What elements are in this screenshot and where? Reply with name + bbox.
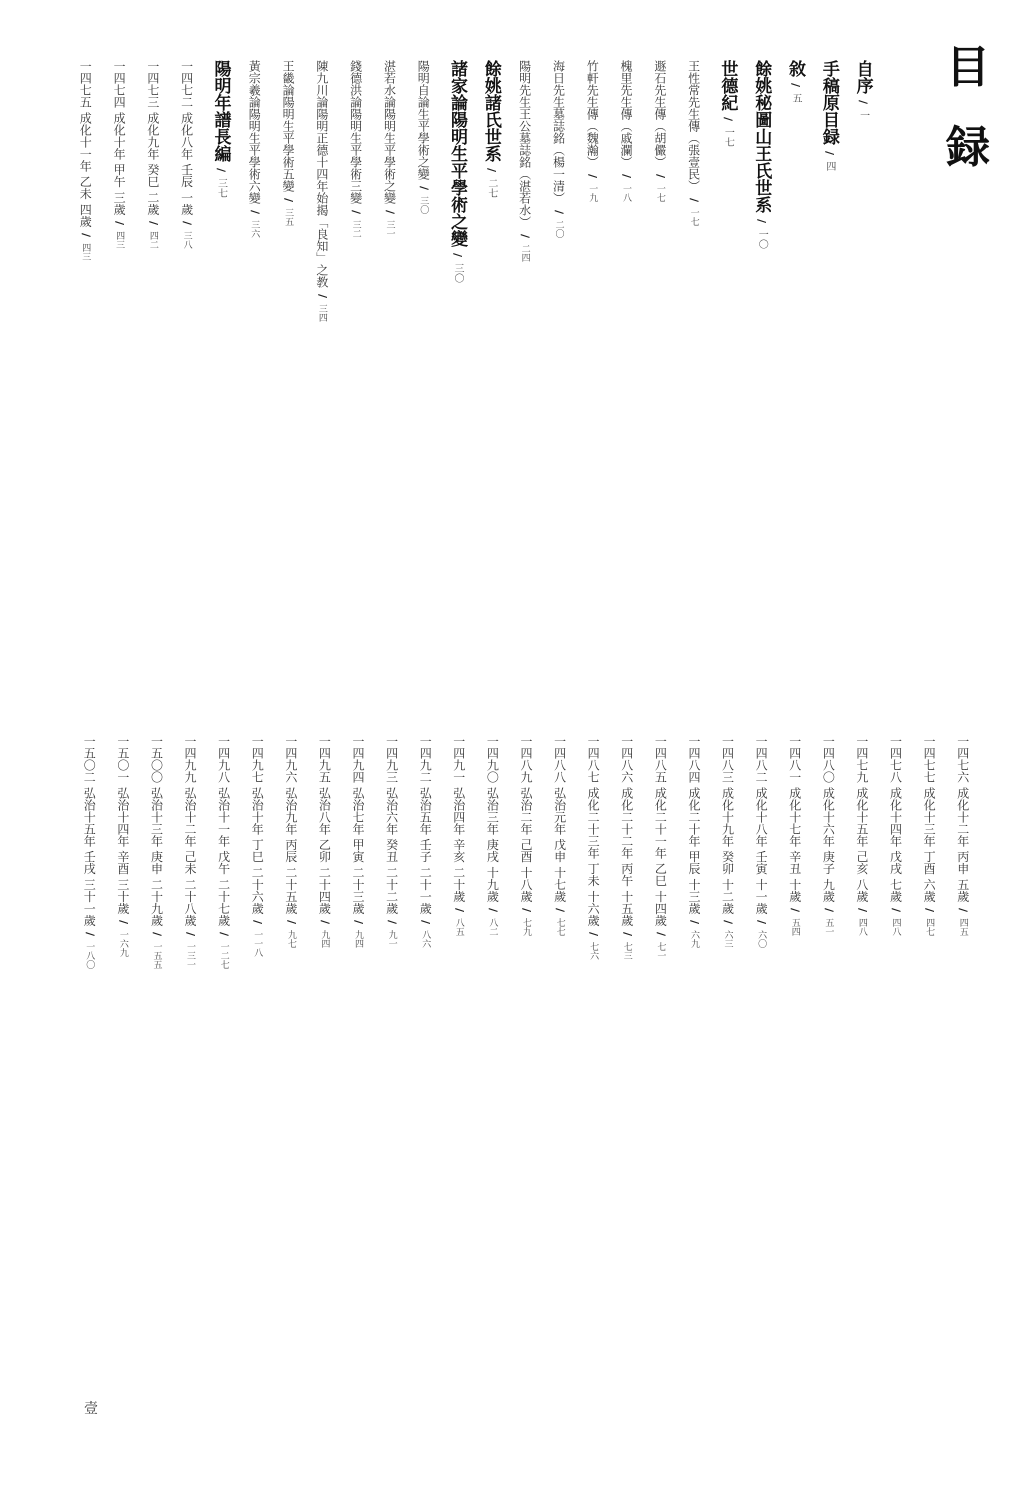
toc-entry-title: 王性常先生傳（張壹民） bbox=[686, 60, 701, 192]
toc-entry-title: 一四七七 成化十三年 丁酉 六歲 bbox=[922, 735, 937, 903]
toc-entry[interactable] bbox=[846, 60, 880, 420]
title-char-1: 目 bbox=[946, 42, 990, 93]
toc-entry-page: 七九 bbox=[520, 918, 531, 937]
toc-entry[interactable] bbox=[711, 60, 745, 420]
toc-entry-title: 一四七六 成化十二年 丙申 五歲 bbox=[955, 735, 970, 903]
toc-entry-title: 一四九六 弘治九年 丙辰 二十五歲 bbox=[283, 735, 298, 915]
toc-entry-page: 七六 bbox=[588, 942, 599, 961]
toc-entry-title: 一四八二 成化十八年 壬寅 十一歲 bbox=[754, 735, 769, 915]
toc-entry[interactable] bbox=[241, 735, 275, 1355]
toc-separator: / bbox=[385, 920, 399, 925]
toc-entry-title: 一五〇二 弘治十五年 壬戌 三十一歲 bbox=[82, 735, 97, 927]
toc-entry-title: 自序 bbox=[852, 60, 873, 94]
toc-entry-page: 九四 bbox=[353, 930, 364, 949]
toc-entry[interactable] bbox=[103, 60, 137, 420]
toc-entry-title: 一四八〇 成化十六年 庚子 九歲 bbox=[821, 735, 836, 903]
toc-entry-page: 四八 bbox=[856, 918, 867, 937]
toc-entry-page: 九一 bbox=[386, 930, 397, 949]
toc-entry-title: 一四九三 弘治六年 癸丑 二十二歲 bbox=[384, 735, 399, 915]
toc-entry[interactable] bbox=[305, 60, 339, 420]
toc-separator: / bbox=[83, 932, 97, 937]
toc-entry[interactable] bbox=[543, 735, 577, 1355]
toc-entry[interactable] bbox=[913, 735, 947, 1355]
toc-entry-page: 六〇 bbox=[756, 930, 767, 949]
toc-entry-page: 八二 bbox=[487, 918, 498, 937]
toc-entry[interactable] bbox=[174, 735, 208, 1355]
toc-entry-page: 三四 bbox=[316, 304, 327, 323]
toc-separator: / bbox=[318, 920, 332, 925]
toc-separator: / bbox=[214, 168, 228, 173]
toc-entry-page: 四 bbox=[823, 161, 835, 172]
toc-separator: / bbox=[789, 83, 803, 88]
toc-separator: / bbox=[519, 908, 533, 913]
toc-separator: / bbox=[116, 920, 130, 925]
toc-upper-block bbox=[69, 60, 880, 420]
toc-entry[interactable] bbox=[711, 735, 745, 1355]
toc-entry[interactable] bbox=[441, 60, 475, 420]
toc-entry-page: 一一八 bbox=[252, 930, 263, 958]
toc-entry[interactable] bbox=[443, 735, 477, 1355]
toc-entry-title: 一四七五 成化十一年 乙未 四歲 bbox=[78, 60, 93, 228]
toc-entry-page: 四八 bbox=[890, 918, 901, 937]
toc-entry-page: 三〇 bbox=[418, 196, 429, 215]
toc-separator: / bbox=[451, 253, 465, 258]
toc-entry-title: 一四八三 成化十九年 癸卯 十二歲 bbox=[720, 735, 735, 915]
toc-entry-page: 一九 bbox=[587, 184, 598, 203]
toc-entry[interactable] bbox=[542, 60, 576, 420]
toc-entry-page: 七一 bbox=[655, 942, 666, 961]
toc-entry-page: 一三一 bbox=[185, 942, 196, 970]
page-title bbox=[938, 28, 998, 188]
toc-entry-title: 槐里先生傳（戚瀾） bbox=[619, 60, 634, 168]
toc-entry-page: 一 bbox=[857, 110, 869, 121]
toc-separator: / bbox=[79, 233, 93, 238]
toc-separator: / bbox=[721, 920, 735, 925]
toc-entry[interactable] bbox=[308, 735, 342, 1355]
toc-entry[interactable] bbox=[879, 735, 913, 1355]
toc-entry-title: 海日先生墓誌銘（楊一清） bbox=[551, 60, 566, 204]
toc-separator: / bbox=[180, 221, 194, 226]
toc-entry-page: 一五五 bbox=[151, 942, 162, 970]
toc-entry-title: 一四八一 成化十七年 辛丑 十歲 bbox=[787, 735, 802, 903]
toc-separator: / bbox=[113, 221, 127, 226]
toc-entry-title: 錢德洪論陽明生平學術三變 bbox=[348, 60, 363, 204]
toc-entry-title: 一四九七 弘治十年 丁巳 二十六歲 bbox=[250, 735, 265, 915]
toc-entry-title: 遯石先生傳（胡儼） bbox=[652, 60, 667, 168]
toc-entry-title: 一四七四 成化十年 甲午 三歲 bbox=[112, 60, 127, 216]
toc-entry-page: 一二七 bbox=[218, 942, 229, 970]
toc-entry-title: 陽明年譜長編 bbox=[210, 60, 231, 162]
toc-entry[interactable] bbox=[577, 735, 611, 1355]
toc-separator: / bbox=[855, 908, 869, 913]
toc-entry-page: 三八 bbox=[181, 231, 192, 250]
toc-entry[interactable] bbox=[140, 735, 174, 1355]
toc-entry-page: 四三 bbox=[114, 231, 125, 250]
toc-separator: / bbox=[284, 920, 298, 925]
toc-entry[interactable] bbox=[339, 60, 373, 420]
toc-entry-title: 一四九五 弘治八年 乙卯 二十四歲 bbox=[317, 735, 332, 915]
toc-entry-page: 四三 bbox=[80, 243, 91, 262]
toc-entry[interactable] bbox=[373, 60, 407, 420]
toc-entry[interactable] bbox=[238, 60, 272, 420]
toc-separator: / bbox=[889, 908, 903, 913]
toc-entry-page: 一七 bbox=[722, 127, 734, 148]
toc-separator: / bbox=[217, 932, 231, 937]
toc-separator: / bbox=[352, 920, 366, 925]
toc-entry-title: 餘姚諸氏世系 bbox=[480, 60, 501, 162]
toc-entry[interactable] bbox=[407, 60, 441, 420]
toc-separator: / bbox=[383, 210, 397, 215]
toc-entry[interactable] bbox=[610, 735, 644, 1355]
toc-entry-page: 七七 bbox=[554, 918, 565, 937]
toc-entry-page: 三〇 bbox=[452, 263, 464, 284]
toc-entry[interactable] bbox=[69, 60, 103, 420]
toc-entry-page: 三五 bbox=[283, 208, 294, 227]
toc-separator: / bbox=[251, 920, 265, 925]
toc-entry[interactable] bbox=[508, 60, 542, 420]
toc-entry-title: 一五〇一 弘治十四年 辛酉 三十歲 bbox=[115, 735, 130, 915]
toc-separator: / bbox=[653, 174, 667, 179]
toc-entry-page: 四五 bbox=[957, 918, 968, 937]
toc-entry-page: 一六九 bbox=[117, 930, 128, 958]
toc-separator: / bbox=[822, 908, 836, 913]
toc-entry-page: 二七 bbox=[485, 178, 497, 199]
toc-entry-title: 敘 bbox=[785, 60, 806, 77]
toc-entry-title: 一四八九 弘治二年 己酉 十八歲 bbox=[518, 735, 533, 903]
toc-entry-page: 八五 bbox=[453, 918, 464, 937]
toc-entry-page: 五 bbox=[790, 93, 802, 104]
toc-entry[interactable] bbox=[204, 60, 238, 420]
toc-separator: / bbox=[484, 168, 498, 173]
toc-separator: / bbox=[654, 932, 668, 937]
toc-entry-title: 陽明先生王公墓誌銘（湛若水） bbox=[517, 60, 532, 228]
toc-entry-page: 一〇 bbox=[756, 229, 768, 250]
toc-entry-title: 諸家論陽明生平學術之變 bbox=[447, 60, 468, 247]
toc-separator: / bbox=[146, 221, 160, 226]
toc-entry-page: 五四 bbox=[789, 918, 800, 937]
toc-entry-page: 三六 bbox=[249, 220, 260, 239]
toc-entry[interactable] bbox=[610, 60, 644, 420]
toc-entry-title: 一四七二 成化八年 壬辰 一歲 bbox=[179, 60, 194, 216]
toc-separator: / bbox=[553, 908, 567, 913]
title-char-2: 録 bbox=[946, 122, 990, 173]
toc-separator: / bbox=[923, 908, 937, 913]
toc-separator: / bbox=[419, 920, 433, 925]
toc-entry[interactable] bbox=[745, 60, 779, 420]
toc-lower-block bbox=[73, 735, 980, 1355]
toc-separator: / bbox=[687, 198, 701, 203]
toc-entry[interactable] bbox=[946, 735, 980, 1355]
toc-entry-page: 九七 bbox=[285, 930, 296, 949]
toc-entry-title: 一四八六 成化二十二年 丙午 十五歲 bbox=[619, 735, 634, 927]
toc-entry-page: 九四 bbox=[319, 930, 330, 949]
toc-entry-page: 五一 bbox=[823, 918, 834, 937]
toc-entry-title: 餘姚秘圖山王氏世系 bbox=[751, 60, 772, 213]
toc-entry-title: 一四九九 弘治十二年 己未 二十八歲 bbox=[183, 735, 198, 927]
toc-separator: / bbox=[184, 932, 198, 937]
toc-entry[interactable] bbox=[474, 60, 508, 420]
toc-entry[interactable] bbox=[576, 60, 610, 420]
toc-separator: / bbox=[620, 174, 634, 179]
toc-entry-title: 一五〇〇 弘治十三年 庚申 二十九歲 bbox=[149, 735, 164, 927]
toc-entry[interactable] bbox=[812, 60, 846, 420]
toc-separator: / bbox=[150, 932, 164, 937]
toc-entry[interactable] bbox=[73, 735, 107, 1355]
toc-entry-title: 一四九一 弘治四年 辛亥 二十歲 bbox=[451, 735, 466, 903]
toc-separator: / bbox=[721, 117, 735, 122]
toc-entry-title: 黃宗羲論陽明生平學術六變 bbox=[247, 60, 262, 204]
toc-entry-page: 四二 bbox=[147, 231, 158, 250]
toc-entry-page: 一七 bbox=[688, 208, 699, 227]
toc-separator: / bbox=[349, 210, 363, 215]
toc-entry-title: 陽明自論生平學術之變 bbox=[416, 60, 431, 180]
toc-entry-page: 二〇 bbox=[553, 220, 564, 239]
toc-entry[interactable] bbox=[107, 735, 141, 1355]
toc-entry-title: 竹軒先生傳（魏瀚） bbox=[585, 60, 600, 168]
toc-separator: / bbox=[452, 908, 466, 913]
toc-entry[interactable] bbox=[476, 735, 510, 1355]
toc-entry-title: 一四七八 成化十四年 戊戌 七歲 bbox=[888, 735, 903, 903]
toc-separator: / bbox=[248, 210, 262, 215]
toc-separator: / bbox=[518, 234, 532, 239]
toc-separator: / bbox=[788, 908, 802, 913]
toc-separator: / bbox=[956, 908, 970, 913]
toc-separator: / bbox=[586, 174, 600, 179]
toc-entry-page: 六三 bbox=[722, 930, 733, 949]
toc-entry-page: 一七 bbox=[654, 184, 665, 203]
toc-entry[interactable] bbox=[643, 60, 677, 420]
toc-entry-page: 八六 bbox=[420, 930, 431, 949]
toc-entry-title: 一四九二 弘治五年 壬子 二十一歲 bbox=[418, 735, 433, 915]
toc-entry-title: 手稿原目録 bbox=[818, 60, 839, 145]
toc-entry-page: 三一 bbox=[384, 220, 395, 239]
toc-entry[interactable] bbox=[272, 60, 306, 420]
toc-entry-page: 一八〇 bbox=[84, 942, 95, 970]
toc-separator: / bbox=[315, 294, 329, 299]
toc-separator: / bbox=[856, 100, 870, 105]
toc-entry[interactable] bbox=[409, 735, 443, 1355]
toc-entry-title: 世德紀 bbox=[717, 60, 738, 111]
toc-entry-title: 陳九川論陽明正德十四年始揭「良知」之教 bbox=[314, 60, 329, 288]
toc-entry-title: 一四八五 成化二十一年 乙巳 十四歲 bbox=[653, 735, 668, 927]
toc-entry-page: 三二 bbox=[350, 220, 361, 239]
toc-entry[interactable] bbox=[846, 735, 880, 1355]
toc-entry-title: 一四九〇 弘治三年 庚戌 十九歲 bbox=[485, 735, 500, 903]
toc-separator: / bbox=[822, 151, 836, 156]
toc-entry[interactable] bbox=[778, 735, 812, 1355]
toc-separator: / bbox=[687, 920, 701, 925]
toc-entry[interactable] bbox=[510, 735, 544, 1355]
toc-entry-title: 一四九八 弘治十一年 戊午 二十七歲 bbox=[216, 735, 231, 927]
toc-separator: / bbox=[620, 932, 634, 937]
toc-entry-page: 六九 bbox=[688, 930, 699, 949]
toc-entry[interactable] bbox=[677, 60, 711, 420]
toc-entry[interactable] bbox=[136, 60, 170, 420]
toc-separator: / bbox=[755, 920, 769, 925]
toc-entry[interactable] bbox=[812, 735, 846, 1355]
toc-entry-title: 一四八七 成化二十三年 丁未 十六歲 bbox=[586, 735, 601, 927]
toc-separator: / bbox=[417, 186, 431, 191]
toc-entry-title: 一四八四 成化二十年 甲辰 十三歲 bbox=[686, 735, 701, 915]
toc-entry[interactable] bbox=[275, 735, 309, 1355]
toc-entry[interactable] bbox=[678, 735, 712, 1355]
toc-entry-page: 七三 bbox=[621, 942, 632, 961]
toc-entry-title: 一四七九 成化十五年 己亥 八歲 bbox=[854, 735, 869, 903]
toc-entry[interactable] bbox=[170, 60, 204, 420]
toc-separator: / bbox=[486, 908, 500, 913]
toc-entry[interactable] bbox=[779, 60, 813, 420]
toc-entry-page: 四七 bbox=[924, 918, 935, 937]
toc-entry[interactable] bbox=[745, 735, 779, 1355]
toc-entry-title: 王畿論陽明生平學術五變 bbox=[281, 60, 296, 192]
toc-separator: / bbox=[755, 219, 769, 224]
toc-entry-title: 一四七三 成化九年 癸巳 二歲 bbox=[145, 60, 160, 216]
toc-entry[interactable] bbox=[644, 735, 678, 1355]
toc-entry[interactable] bbox=[342, 735, 376, 1355]
toc-entry-page: 二四 bbox=[519, 244, 530, 263]
toc-entry-page: 一八 bbox=[621, 184, 632, 203]
page-folio: 壹 bbox=[84, 1401, 98, 1417]
toc-entry[interactable] bbox=[375, 735, 409, 1355]
toc-entry-title: 一四八八 弘治元年 戊申 十七歲 bbox=[552, 735, 567, 903]
toc-entry-title: 一四九四 弘治七年 甲寅 二十三歲 bbox=[351, 735, 366, 915]
toc-separator: / bbox=[552, 210, 566, 215]
toc-entry-page: 三七 bbox=[215, 178, 227, 199]
toc-separator: / bbox=[587, 932, 601, 937]
toc-separator: / bbox=[282, 198, 296, 203]
toc-entry[interactable] bbox=[207, 735, 241, 1355]
toc-entry-title: 湛若水論陽明生平學術之變 bbox=[382, 60, 397, 204]
